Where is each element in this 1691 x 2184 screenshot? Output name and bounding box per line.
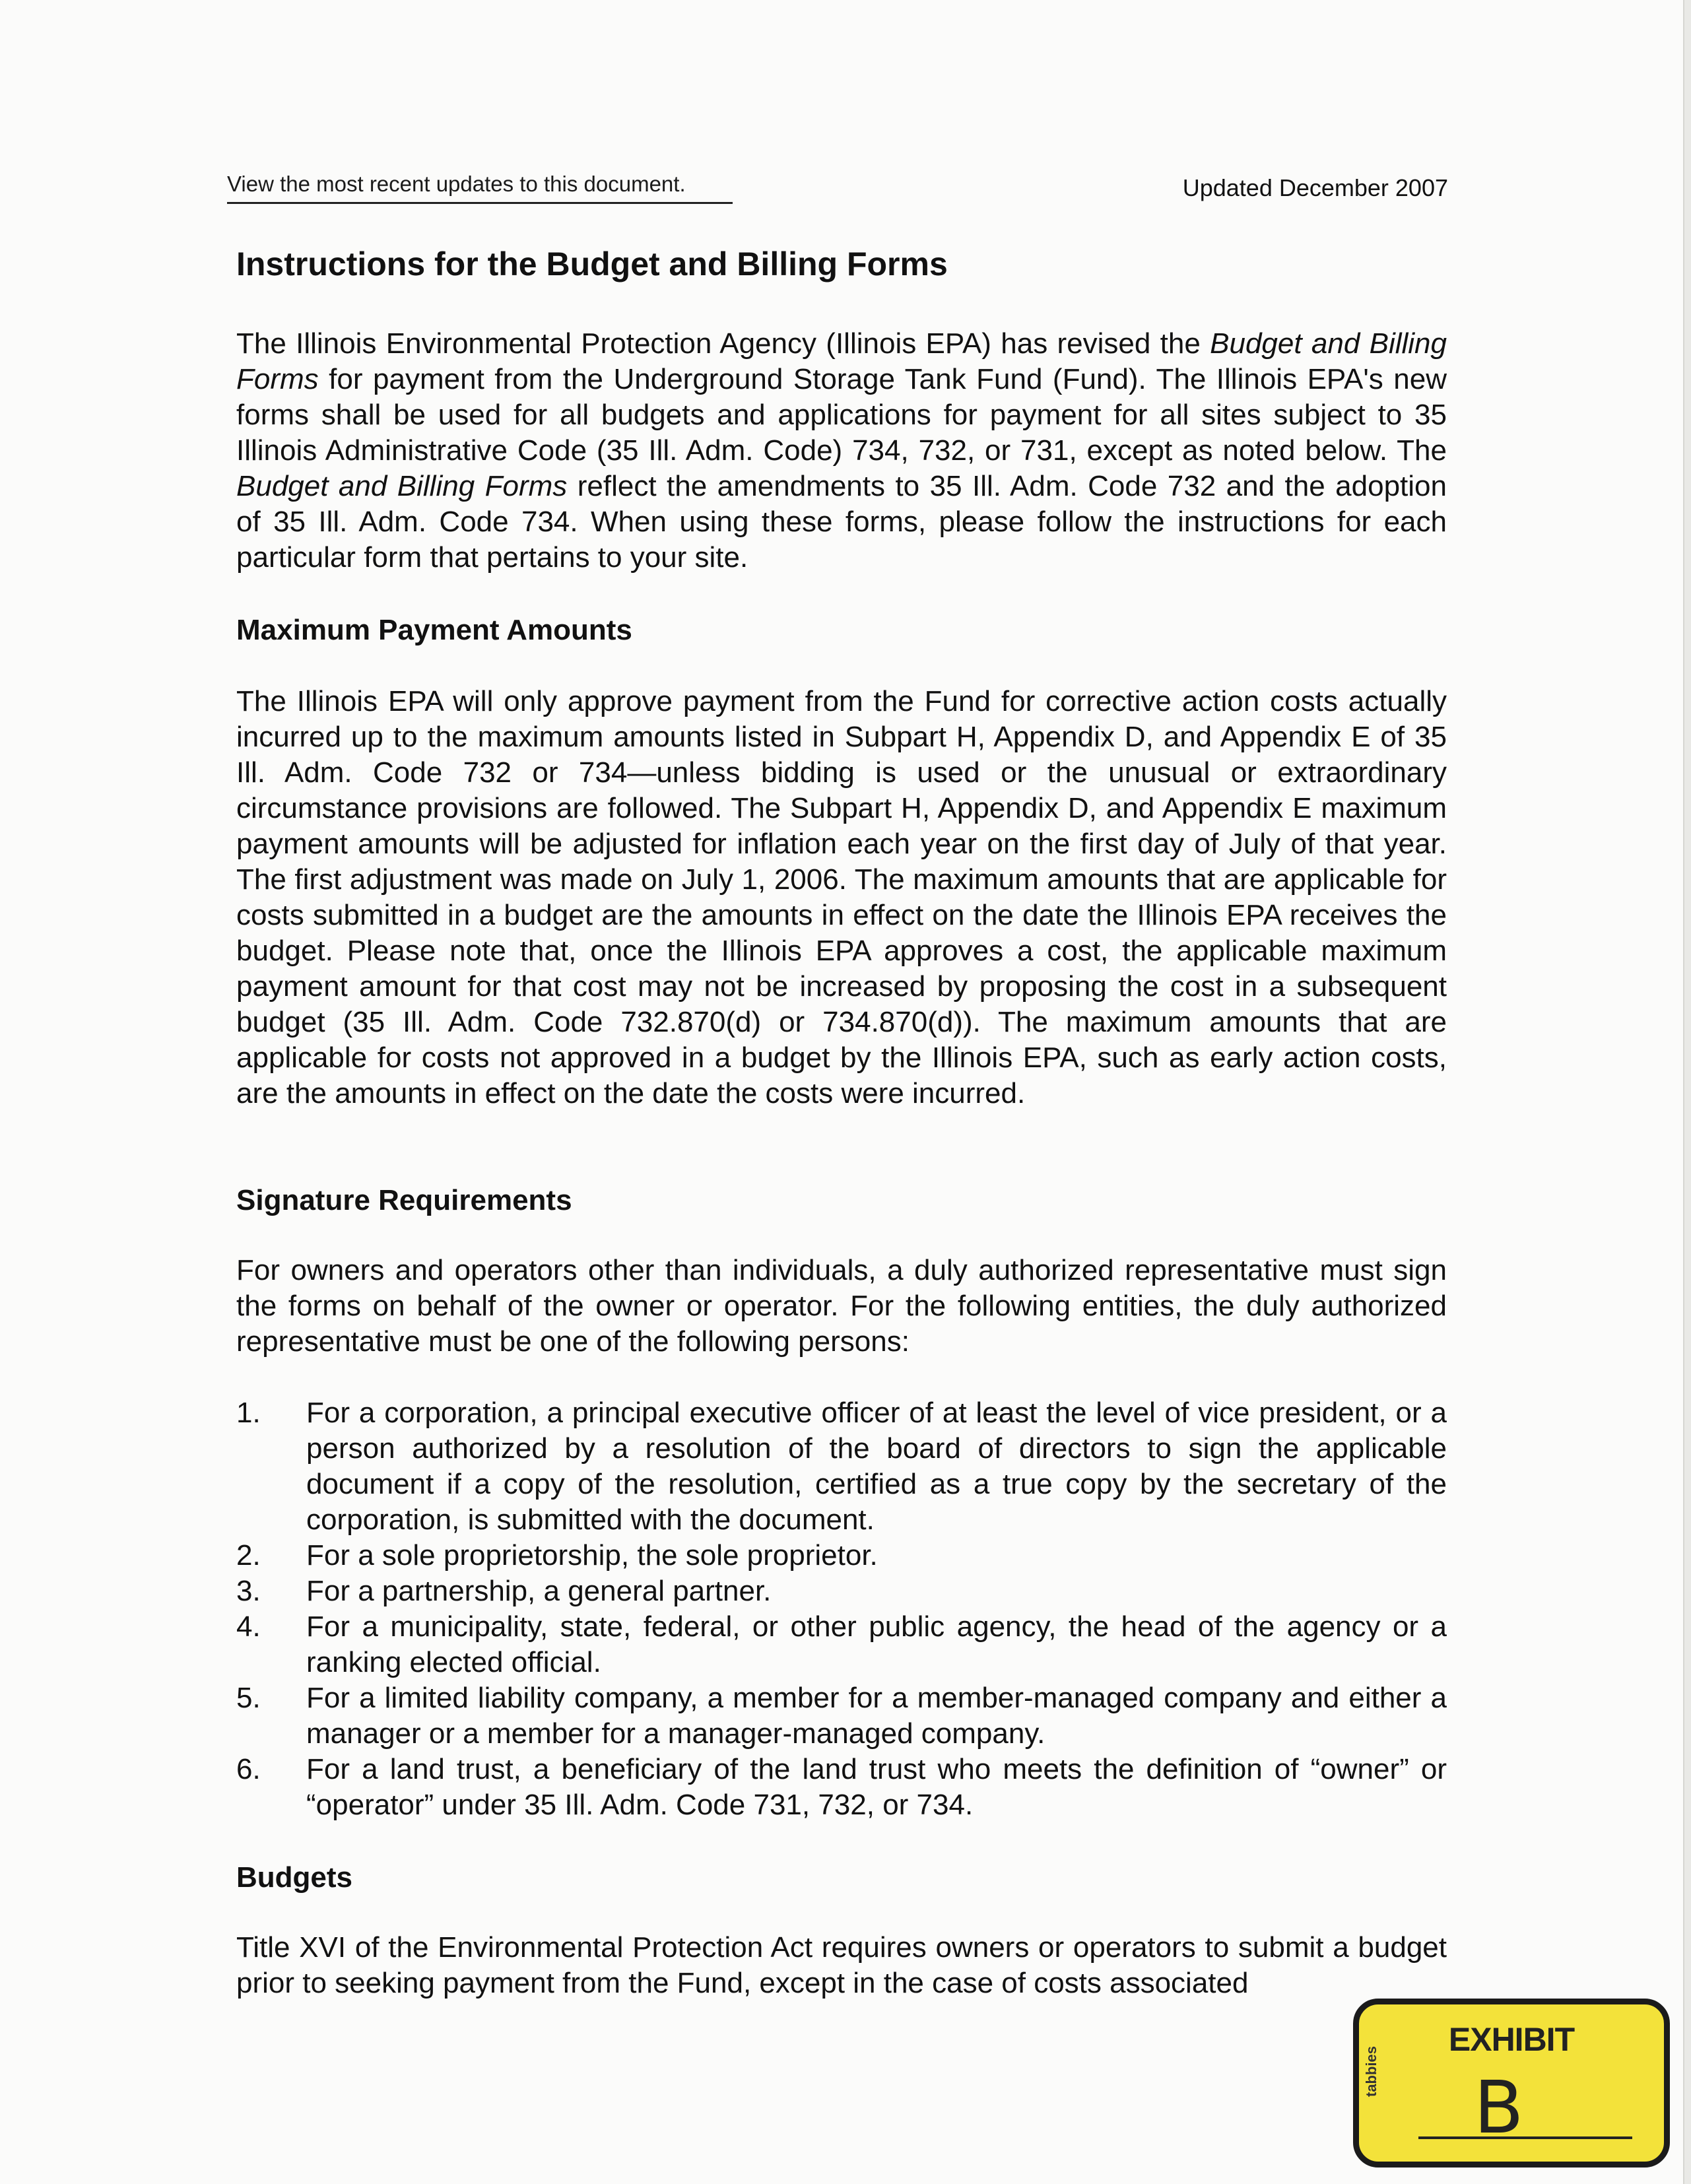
max-payment-paragraph: The Illinois EPA will only approve payment from the Fund for corrective action costs actually incurred up to the maximum amounts listed in Subpart H, Appendix D, and Appendix E of 35 Ill. Adm. Code 732 or 734—unless bidding is used or the unusual or extraordinary circumstance provisions are followed. The Subpart H, Appendix D, and Appendix E maximum payment amounts will be adjusted for inflation each year on the first day of July of that year. The first adjustment was made on July 1, 2006. The maximum amounts that are applicable for costs submitted in a budget are the amounts in effect on the date the Illinois EPA receives the budget. Please note that, once the Illinois EPA approves a cost, the applicable maximum payment amount for that cost may not be increased by proposing the cost in a subsequent budget (35 Ill. Adm. Code 732.870(d) or 734.870(d)). The maximum amounts that are applicable for costs not approved in a budget by the Illinois EPA, such as early action costs, are the amounts in effect on the date the costs were incurred.	[236, 685, 1447, 1109]
updates-link[interactable]: View the most recent updates to this document.	[227, 169, 733, 204]
list-item	[236, 1538, 1447, 1573]
list-number: 2.	[236, 1539, 261, 1572]
list-text: For a municipality, state, federal, or other public agency, the head of the agency or a ranking elected official.	[306, 1610, 1447, 1678]
exhibit-letter: B	[1474, 2065, 1524, 2150]
exhibit-sticker	[1353, 1999, 1670, 2167]
signature-list	[236, 1395, 1447, 1823]
intro-paragraph	[236, 326, 1447, 576]
list-number: 5.	[236, 1682, 261, 1714]
list-text: For a sole proprietorship, the sole proprietor.	[306, 1539, 878, 1572]
list-text: For a corporation, a principal executive officer of at least the level of vice president, or a person authorized by a resolution of the board of directors to sign the applicable document if a copy of the resolution, certified as a true copy by the secretary of the corporation, is submitted with the document.	[306, 1397, 1447, 1536]
intro-emphasis-2: Budget and Billing Forms	[236, 470, 568, 502]
list-item	[236, 1573, 1447, 1609]
exhibit-underline	[1418, 2136, 1632, 2139]
page-edge	[1683, 0, 1691, 2184]
budgets-paragraph: Title XVI of the Environmental Protection Act requires owners or operators to submit a budget prior to seeking payment from the Fund, except in the case of costs associated	[236, 1931, 1447, 1999]
exhibit-label: EXHIBIT	[1448, 2021, 1575, 2058]
list-number: 4.	[236, 1610, 261, 1643]
list-number: 3.	[236, 1575, 261, 1607]
intro-text-2: for payment from the Underground Storage Tank Fund (Fund). The Illinois EPA's new forms shall be used for all budgets and applications for payment for all sites subject to 35 Illinois Administrative Code (35 Ill. Adm. Code) 734, 732, or 731, except as noted below. The	[236, 363, 1447, 467]
list-item	[236, 1395, 1447, 1538]
intro-emphasis-1: Budget and Billing Forms	[236, 327, 1447, 395]
list-number: 6.	[236, 1753, 261, 1785]
list-item	[236, 1609, 1447, 1680]
list-item	[236, 1752, 1447, 1823]
signature-paragraph: For owners and operators other than individuals, a duly authorized representative must sign the forms on behalf of the owner or operator. For the following entities, the duly authorized representative must be one of the following persons:	[236, 1254, 1447, 1358]
exhibit-brand: tabbies	[1363, 2045, 1379, 2097]
updated-date: Updated December 2007	[1182, 174, 1448, 201]
list-text: For a land trust, a beneficiary of the land trust who meets the definition of “owner” or “operator” under 35 Ill. Adm. Code 731, 732, or 734.	[306, 1753, 1447, 1821]
signature-heading: Signature Requirements	[236, 1184, 572, 1216]
list-item	[236, 1680, 1447, 1752]
list-text: For a partnership, a general partner.	[306, 1575, 772, 1607]
max-payment-heading: Maximum Payment Amounts	[236, 614, 632, 646]
budgets-heading: Budgets	[236, 1861, 352, 1894]
document-title: Instructions for the Budget and Billing Forms	[236, 246, 948, 282]
intro-text-1: The Illinois Environmental Protection Agency (Illinois EPA) has revised the	[236, 327, 1210, 360]
intro-text-3: reflect the amendments to 35 Ill. Adm. Code 732 and the adoption of 35 Ill. Adm. Code 734. When using these forms, please follow the instructions for each particular form that pertains to your site.	[236, 470, 1447, 574]
list-number: 1.	[236, 1397, 261, 1429]
list-text: For a limited liability company, a member for a member-managed company and either a manager or a member for a manager-managed company.	[306, 1682, 1447, 1750]
